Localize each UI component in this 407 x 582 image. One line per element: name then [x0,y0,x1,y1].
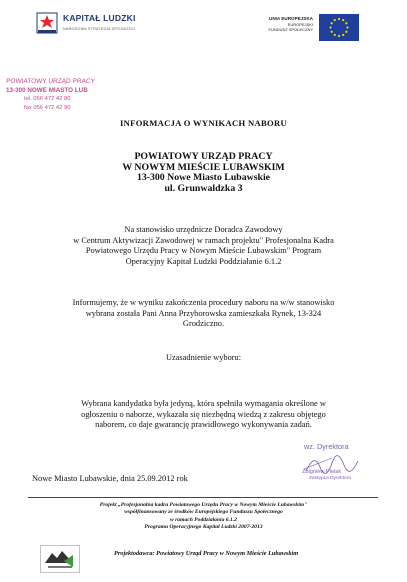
eu-star-icon [345,22,347,24]
pup-logo-icon [40,545,80,573]
eu-star-icon [342,34,344,36]
footer-divider [28,497,378,498]
stamp-line1: POWIATOWY URZĄD PRACY [5,78,96,85]
eu-star-icon [331,22,333,24]
eu-line3: FUNDUSZ SPOŁECZNY [268,27,313,32]
org-line: ul. Grunwaldzka 3 [164,182,243,194]
footer-line: współfinansowany ze środków Europejskiego Funduszu Społecznego [124,509,283,516]
document-heading: INFORMACJA O WYNIKACH NABORU [120,118,287,128]
paragraph-line: Wybrana kandydatka była jedyną, która spełniła wymagania określone w [81,399,326,408]
eu-star-icon [338,18,340,20]
paragraph-line: Na stanowisko urzędnicze Doradca Zawodowy [124,225,283,234]
paragraph-line: naborem, co daje gwarancję prawidłowego wykonywania zadań. [95,420,312,430]
footer-line: w ramach Poddziałania 6.1.2 [170,516,237,523]
signature-line2: Zbigniew Pielak [302,469,342,475]
signature-line3: Zastępca Dyrektora [309,476,351,481]
paragraph-line: Operacyjny Kapitał Ludzki Poddziałanie 6.1.2 [125,256,282,266]
eu-star-icon [338,35,340,37]
kapital-ludzki-title: KAPITAŁ LUDZKI [63,13,136,23]
paragraph-line: Informujemy, że w wyniku zakończenia procedury naboru na w/w stanowisko [72,298,335,307]
paragraph-line: Grodziczno. [182,319,225,329]
stamp-line2: 13-300 NOWE MIASTO LUB [6,86,88,94]
justification-paragraph [0,399,407,431]
eu-text [269,16,313,32]
stamp-line4: fax 056 472 42 90 [24,104,71,111]
org-line: POWIATOWY URZĄD PRACY [134,151,273,162]
result-paragraph [0,298,407,330]
signature-line1: wz. Dyrektora [304,442,349,451]
paragraph-line: Powiatowego Urzędu Pracy w Nowym Mieście Lubawskim" Program [85,246,322,256]
paragraph-line: w Centrum Aktywizacji Zawodowej w ramach projektu" Profesjonalna Kadra [73,235,334,245]
stamp-line3: tel. 056 472 42 80 [24,96,71,102]
kapital-ludzki-logo [36,10,166,44]
org-line: 13-300 Nowe Miasto Lubawskie [136,172,271,183]
eu-star-icon [342,19,344,21]
eu-star-icon [331,31,333,33]
org-line: W NOWYM MIEŚCIE LUBAWSKIM [122,161,285,173]
footer-text [0,502,407,531]
paragraph-line: ogłoszeniu o naborze, wykazała się niezbędną wiedzą z zakresu objętego [81,409,326,419]
eu-star-icon [329,26,331,28]
place-date: Nowe Miasto Lubawskie, dnia 25.09.2012 rok [32,474,188,483]
kapital-ludzki-subtitle: NARODOWA STRATEGIA SPÓJNOŚCI [63,27,136,31]
eu-flag-icon [319,14,359,41]
organization-block [0,152,407,194]
office-stamp [5,78,96,112]
footer-line: Programu Operacyjnego Kapitał Ludzki 2007-2013 [144,523,263,530]
eu-star-icon [334,19,336,21]
eu-star-icon [345,31,347,33]
justification-label: Uzasadnienie wyboru: [165,353,242,362]
eu-star-icon [334,34,336,36]
kapital-ludzki-icon [36,12,58,36]
footer-line: Projekt „Profesjonalna kadra Powiatowego Urzędu Pracy w Nowym Mieście Lubawskim" [99,502,308,508]
eu-line2: EUROPEJSKI [287,22,313,27]
position-paragraph [0,225,407,267]
paragraph-line: wybrana została Pani Anna Przyborowska zamieszkała Rynek, 13-324 [85,308,322,318]
eu-star-icon [346,26,348,28]
eu-logo [255,12,375,46]
eu-line1: UNIA EUROPEJSKA [269,16,313,21]
project-owner: Projektodawca: Powiatowy Urząd Pracy w Nowym Mieście Lubawskim [114,550,299,557]
